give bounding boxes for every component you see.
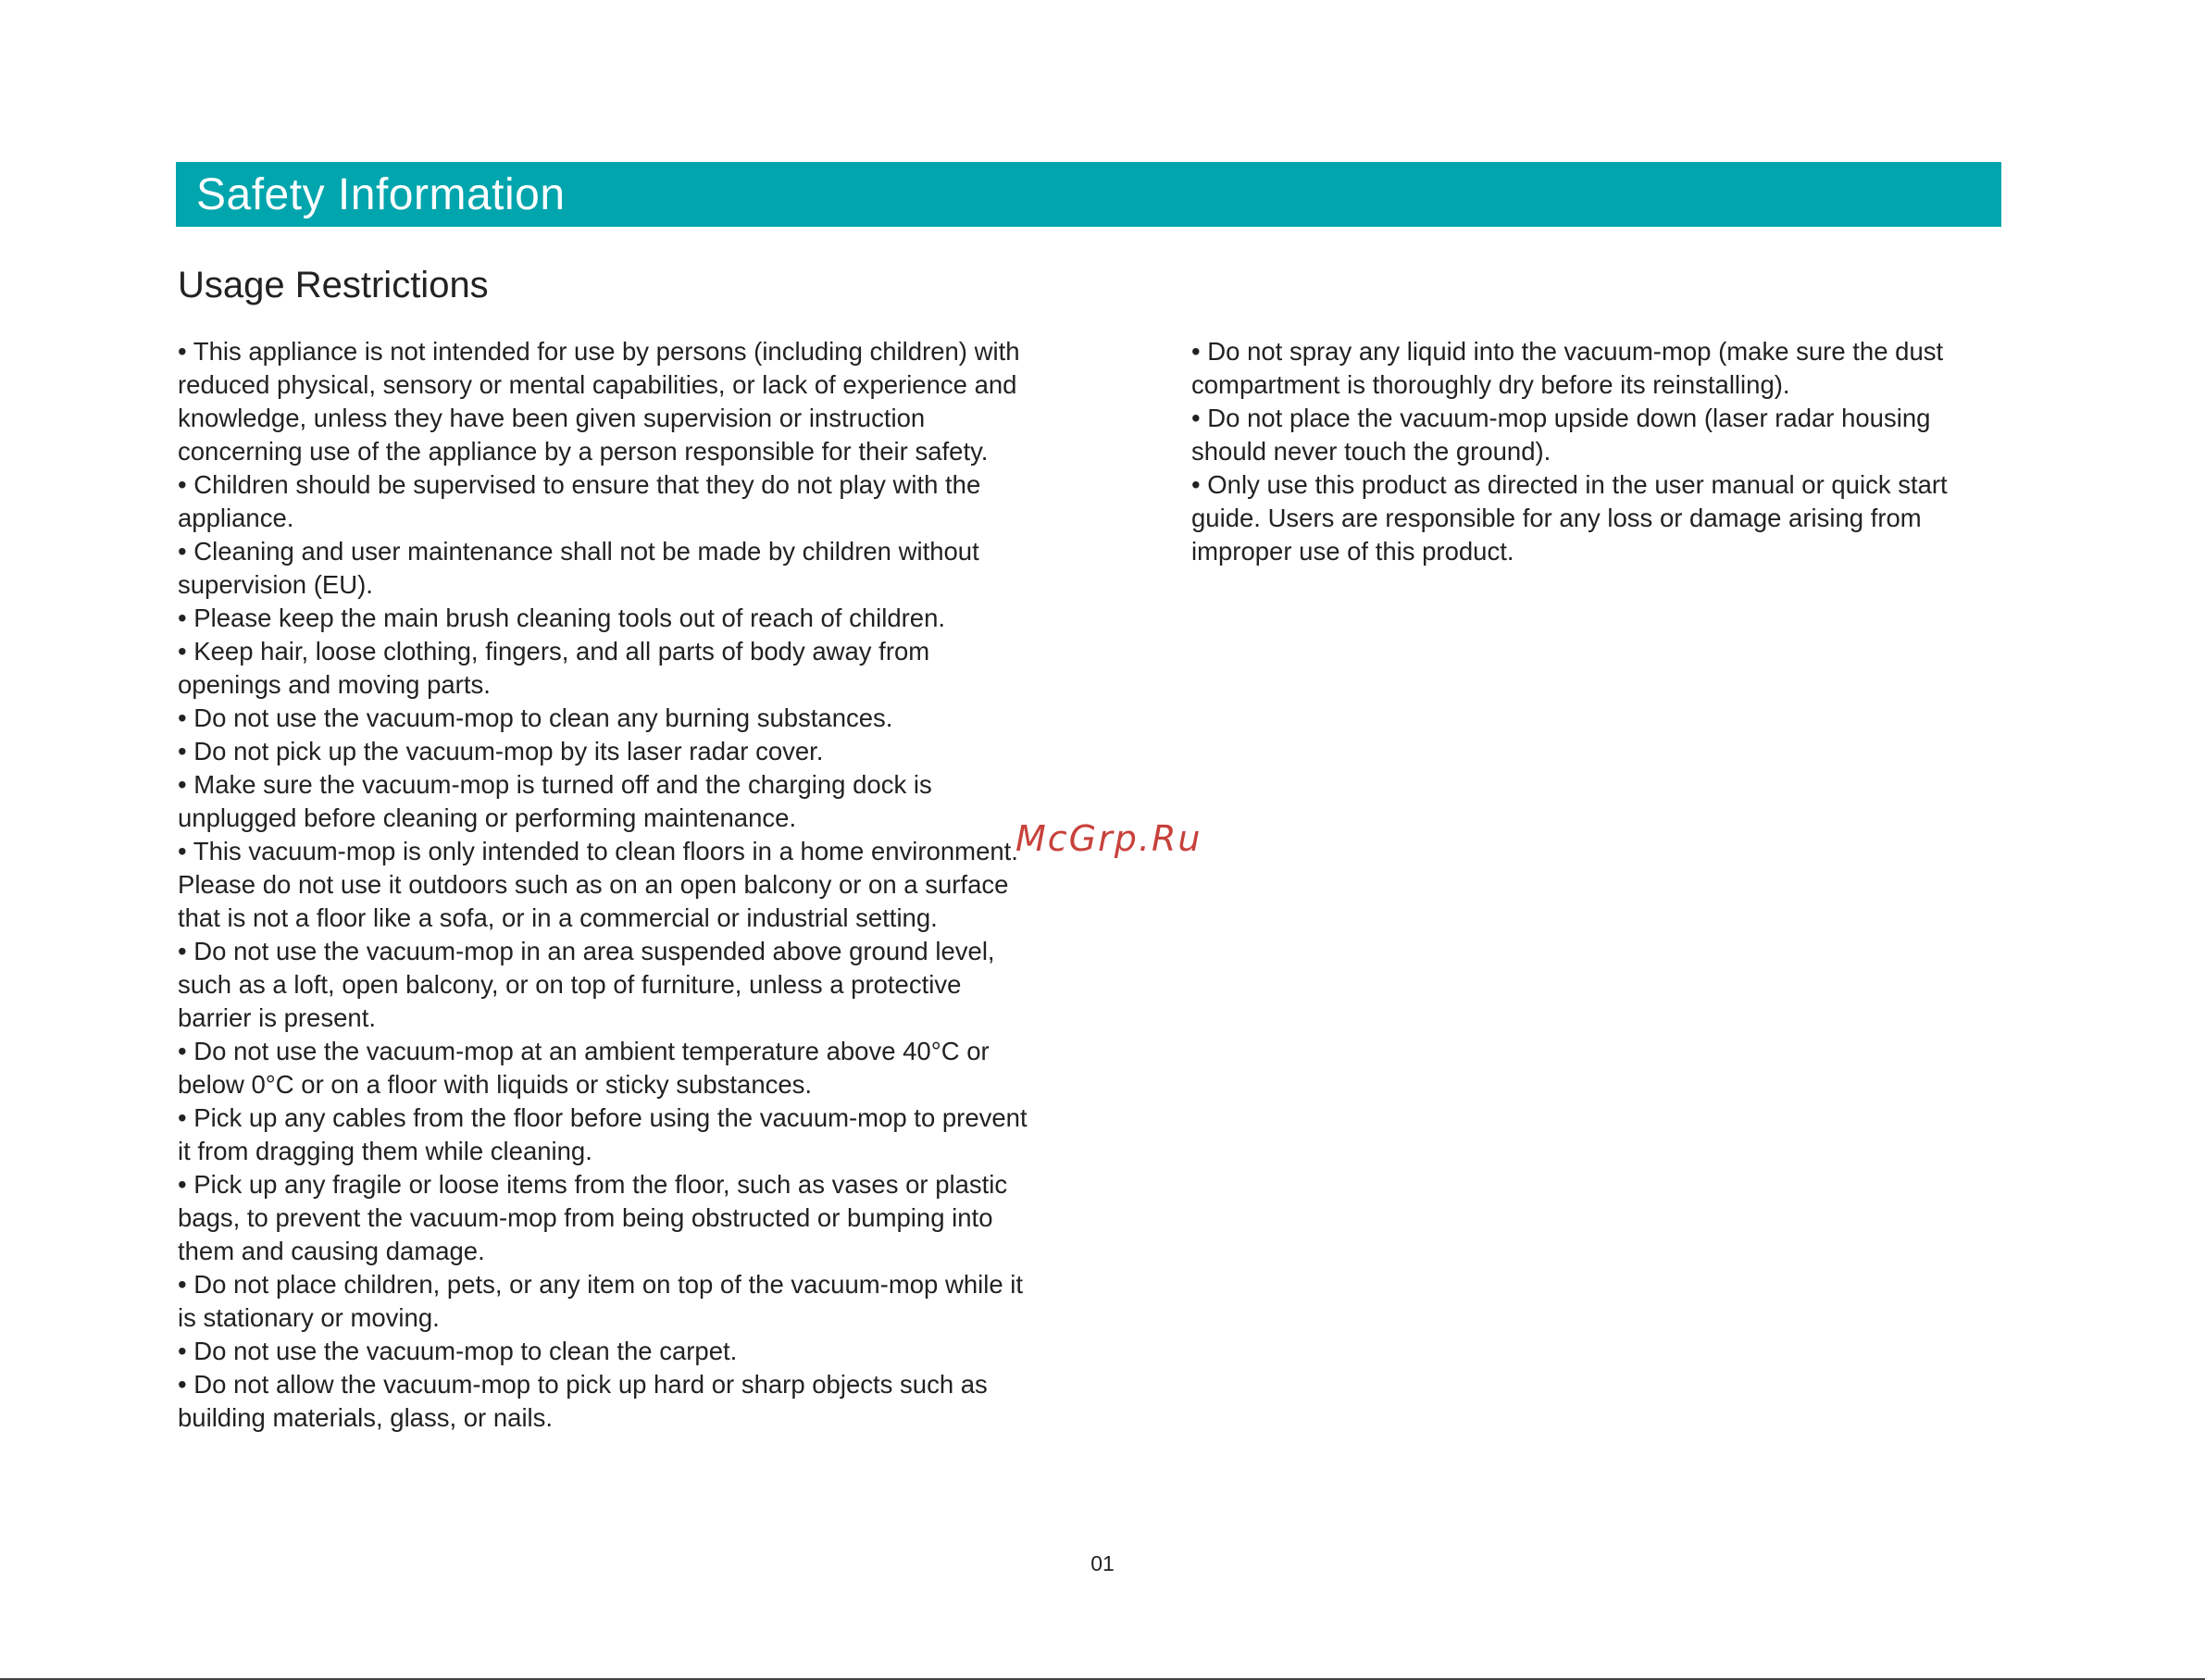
right-column-list [1191, 335, 2006, 568]
bullet-icon: • [1191, 337, 1201, 366]
list-item [1191, 335, 2006, 402]
bullet-icon: • [178, 1270, 187, 1299]
list-item-text: Do not place children, pets, or any item on top of the vacuum-mop while it is stationary or moving. [178, 1270, 1024, 1332]
watermark-text: McGrp.Ru [1015, 818, 1202, 859]
list-item-text: Do not use the vacuum-mop in an area suspended above ground level, such as a loft, open balcony, or on top of furniture, unless a protective barrier is present. [178, 937, 995, 1032]
list-item [178, 468, 1039, 535]
bullet-icon: • [178, 1337, 187, 1365]
bullet-icon: • [178, 337, 187, 366]
bullet-icon: • [1191, 404, 1201, 432]
bullet-icon: • [178, 1370, 187, 1399]
list-item [178, 935, 1039, 1035]
list-item-text: Pick up any cables from the floor before using the vacuum-mop to prevent it from dragging them while cleaning. [178, 1103, 1028, 1165]
list-item [178, 602, 1039, 635]
bullet-icon: • [178, 1037, 187, 1065]
bullet-icon: • [178, 604, 187, 632]
bullet-icon: • [178, 1103, 187, 1132]
list-item [178, 835, 1039, 935]
list-item-text: This vacuum-mop is only intended to clean floors in a home environment. Please do not use it outdoors such as on an open balcony or on a surface that is not a floor like a sofa, or in a commercial or industrial setting. [178, 837, 1018, 932]
list-item [178, 1368, 1039, 1435]
bullet-icon: • [1191, 470, 1201, 499]
list-item [178, 1335, 1039, 1368]
list-item [178, 702, 1039, 735]
list-item [1191, 402, 2006, 468]
list-item-text: Keep hair, loose clothing, fingers, and all parts of body away from openings and moving parts. [178, 637, 930, 699]
left-column-list [178, 335, 1039, 1435]
page-number: 01 [1090, 1551, 1115, 1575]
bullet-icon: • [178, 537, 187, 566]
list-item-text: Only use this product as directed in the user manual or quick start guide. Users are responsible for any loss or damage arising from improper use of this product. [1191, 470, 1948, 566]
list-item-text: Do not place the vacuum-mop upside down (laser radar housing should never touch the ground). [1191, 404, 1931, 466]
bullet-icon: • [178, 837, 187, 865]
bullet-icon: • [178, 737, 187, 765]
list-item [178, 1101, 1039, 1168]
list-item [1191, 468, 2006, 568]
list-item-text: Do not use the vacuum-mop at an ambient temperature above 40°C or below 0°C or on a floor with liquids or sticky substances. [178, 1037, 990, 1099]
list-item [178, 635, 1039, 702]
list-item-text: Cleaning and user maintenance shall not be made by children without supervision (EU). [178, 537, 979, 599]
list-item-text: Do not pick up the vacuum-mop by its laser radar cover. [193, 737, 824, 765]
list-item-text: Please keep the main brush cleaning tools out of reach of children. [193, 604, 946, 632]
list-item [178, 335, 1039, 468]
list-item [178, 768, 1039, 835]
bullet-icon: • [178, 1170, 187, 1199]
page-title: Safety Information [196, 169, 566, 219]
list-item-text: Do not use the vacuum-mop to clean any burning substances. [193, 703, 893, 732]
list-item-text: This appliance is not intended for use by persons (including children) with reduced physical, sensory or mental capabilities, or lack of experience and knowledge, unless they have been given supervision or instruction concerning use of the appliance by a person responsible for their safety. [178, 337, 1020, 466]
section-title: Usage Restrictions [178, 265, 489, 305]
list-item-text: Do not use the vacuum-mop to clean the carpet. [193, 1337, 738, 1365]
bullet-icon: • [178, 703, 187, 732]
list-item [178, 535, 1039, 602]
list-item-text: Children should be supervised to ensure that they do not play with the appliance. [178, 470, 981, 532]
page-header-bar [176, 162, 2001, 227]
list-item [178, 1168, 1039, 1268]
list-item-text: Do not allow the vacuum-mop to pick up hard or sharp objects such as building materials, glass, or nails. [178, 1370, 988, 1432]
list-item-text: Make sure the vacuum-mop is turned off and the charging dock is unplugged before cleaning or performing maintenance. [178, 770, 932, 832]
list-item-text: Pick up any fragile or loose items from the floor, such as vases or plastic bags, to prevent the vacuum-mop from being obstructed or bumping into them and causing damage. [178, 1170, 1008, 1265]
bullet-icon: • [178, 470, 187, 499]
bullet-icon: • [178, 937, 187, 965]
bullet-icon: • [178, 770, 187, 799]
list-item [178, 735, 1039, 768]
list-item-text: Do not spray any liquid into the vacuum-mop (make sure the dust compartment is thoroughly dry before its reinstalling). [1191, 337, 1944, 399]
list-item [178, 1035, 1039, 1101]
bullet-icon: • [178, 637, 187, 666]
list-item [178, 1268, 1039, 1335]
